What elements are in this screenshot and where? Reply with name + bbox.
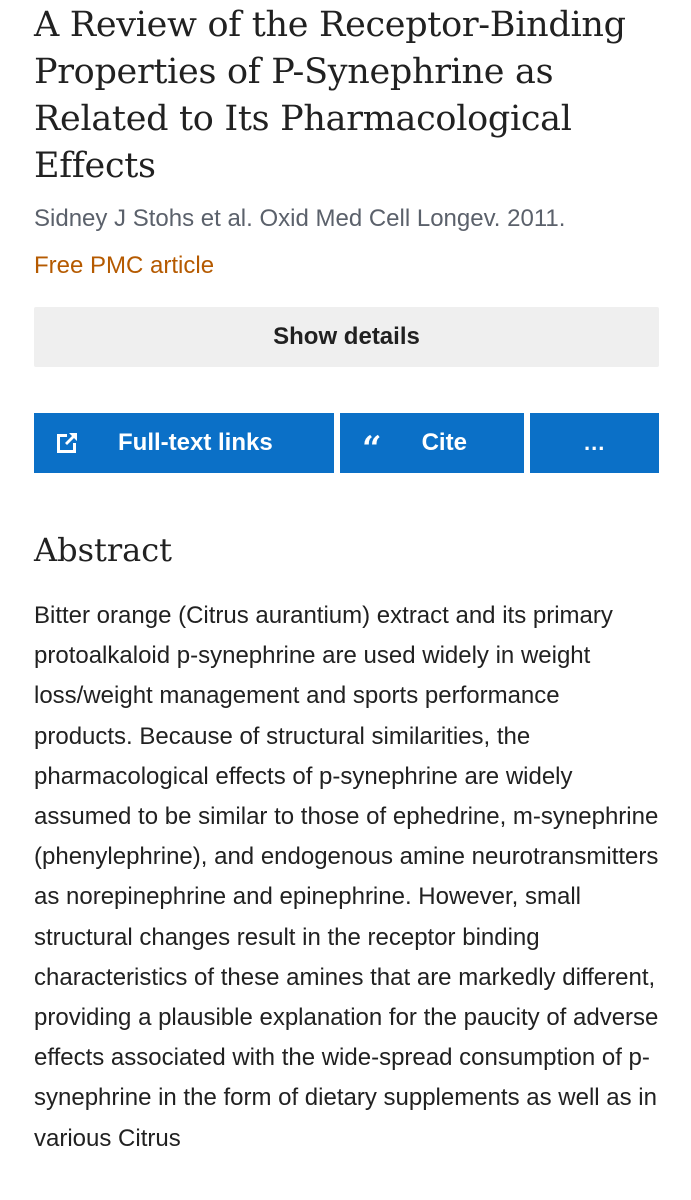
abstract-heading: Abstract bbox=[34, 531, 173, 569]
free-pmc-link[interactable] bbox=[34, 250, 214, 282]
article-title: A Review of the Receptor-Binding Properties of P-Synephrine as Related to Its Pharmacological Effects bbox=[34, 5, 626, 186]
title-container bbox=[34, 0, 659, 190]
cite-button[interactable] bbox=[340, 413, 524, 473]
full-text-links-label: Full-text links bbox=[118, 429, 273, 456]
free-pmc-anchor[interactable]: Free PMC article bbox=[34, 252, 215, 279]
authors-citation[interactable]: Sidney J Stohs et al. Oxid Med Cell Longev. 2011. bbox=[34, 205, 566, 232]
show-details-button[interactable]: Show details bbox=[34, 307, 659, 367]
more-actions-label: ... bbox=[584, 430, 606, 455]
more-actions-button[interactable] bbox=[530, 413, 659, 473]
abstract-text: Bitter orange (Citrus aurantium) extract and its primary protoalkaloid p-synephrine are used widely in weight loss/weight management and sports performance products. Because of structural similarities, the pharmacological effects of p-synephrine are widely assumed to be similar to those of ephedrine, m-synephrine (phenylephrine), and endogenous amine neurotransmitters as norepinephrine and epinephrine. However, small structural changes result in the receptor binding characteristics of these amines that are markedly different, providing a plausible explanation for the paucity of adverse effects associated with the wide-spread consumption of p-synephrine in the form of dietary supplements as well as in various Citrus bbox=[34, 602, 659, 1152]
external-link-icon bbox=[54, 430, 80, 456]
full-text-links-button[interactable] bbox=[34, 413, 334, 473]
article-actions bbox=[34, 413, 659, 473]
quote-icon: “ bbox=[362, 429, 382, 469]
article-page bbox=[34, 0, 659, 1152]
cite-label: Cite bbox=[421, 429, 467, 456]
